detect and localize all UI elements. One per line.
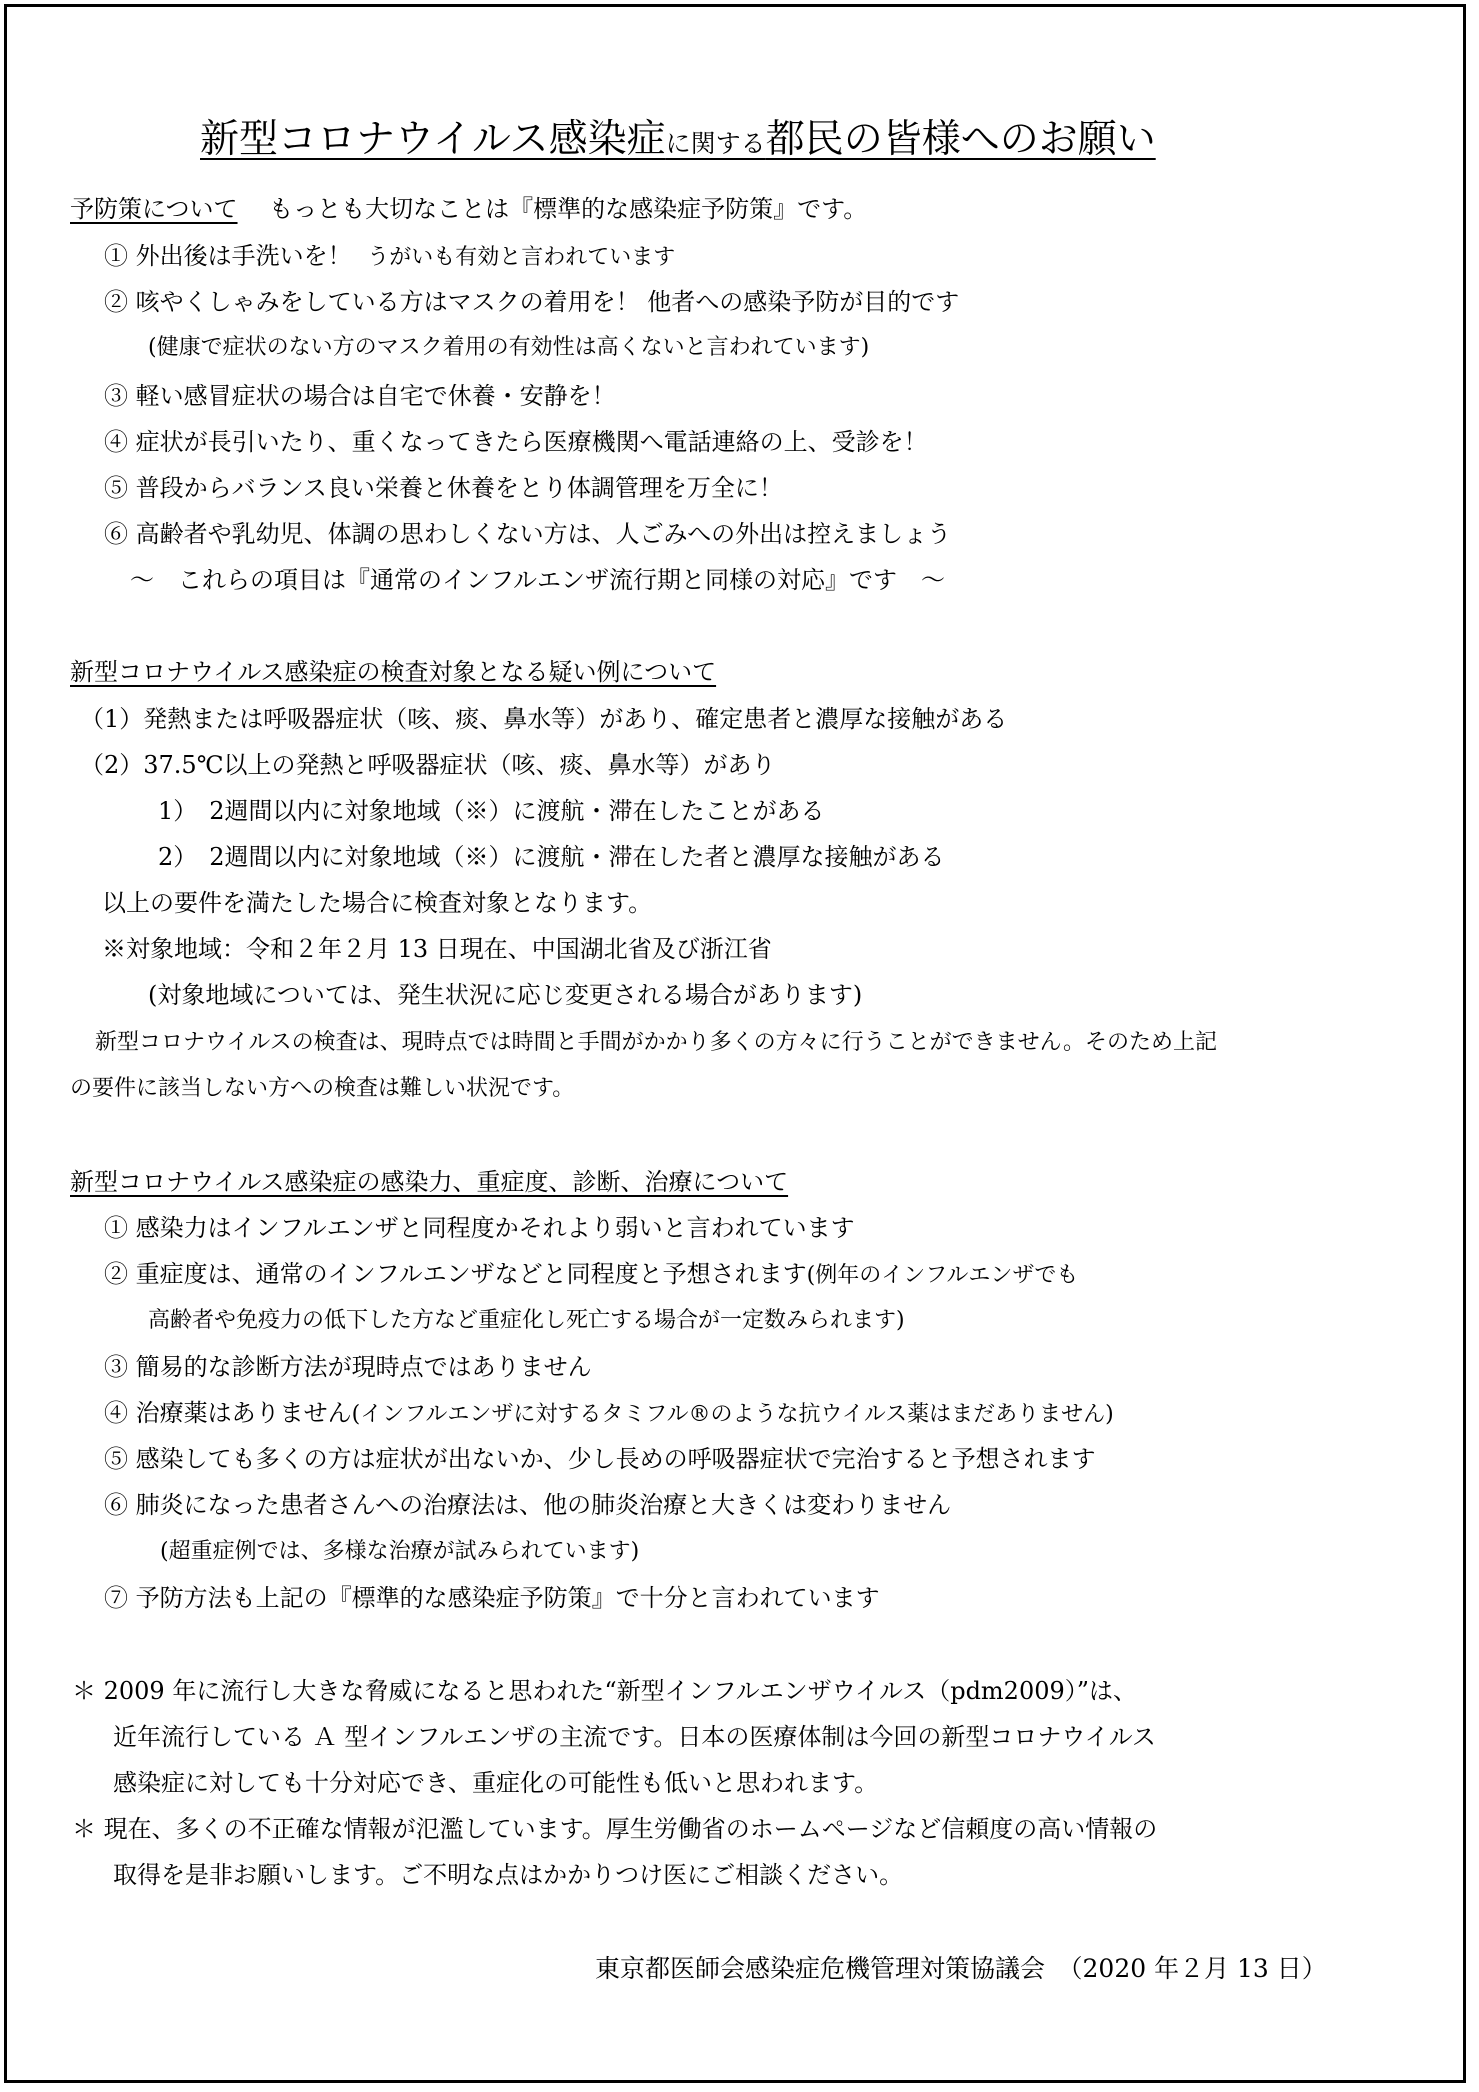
testing-sub-2: 2） 2週間以内に対象地域（※）に渡航・滞在した者と濃厚な接触がある (158, 843, 945, 871)
item-text: 高齢者や乳幼児、体調の思わしくない方は、人ごみへの外出は控えましょう (135, 520, 952, 548)
item-mark: ④ (104, 428, 128, 456)
about-item-1: ① 感染力はインフルエンザと同程度かそれより弱いと言われています (104, 1214, 855, 1242)
item-mark: ⑥ (104, 520, 128, 548)
testing-heading: 新型コロナウイルス感染症の検査対象となる疑い例について (70, 658, 717, 686)
about-item-2-continued: 高齢者や免疫力の低下した方など重症化し死亡する場合が一定数みられます) (148, 1308, 905, 1333)
testing-region-note: (対象地域については、発生状況に応じ変更される場合があります) (148, 981, 863, 1009)
about-item-4 (104, 1401, 1114, 1426)
about-item-6-note: (超重症例では、多様な治療が試みられています) (160, 1539, 640, 1564)
item-note: うがいも有効と言われています (367, 245, 676, 270)
prevention-item-4 (104, 430, 928, 454)
testing-requirement: 以上の要件を満たした場合に検査対象となります。 (102, 889, 653, 917)
title-part1: 新型コロナウイルス感染症 (200, 117, 666, 162)
prevention-closing: ～ これらの項目は『通常のインフルエンザ流行期と同様の対応』です ～ (130, 566, 946, 594)
prevention-item-2 (104, 290, 959, 314)
note-2-line1: ＊ 現在、多くの不正確な情報が氾濫しています。厚生労働省のホームページなど信頼度の高い情報の (72, 1815, 1158, 1843)
about-item-5: ⑤ 感染しても多くの方は症状が出ないか、少し長めの呼吸器症状で完治すると予想されます (104, 1445, 1096, 1473)
testing-paragraph-line2: の要件に該当しない方への検査は難しい状況です。 (70, 1076, 575, 1101)
prevention-item-1 (104, 244, 675, 269)
note-1-line3: 感染症に対しても十分対応でき、重症化の可能性も低いと思われます。 (113, 1769, 879, 1797)
title-part3: 都民の皆様へのお願い (765, 117, 1156, 162)
prevention-item-5 (104, 476, 783, 500)
about-item-4-note: (インフルエンザに対するタミフル®のような抗ウイルス薬はまだありません) (351, 1402, 1114, 1427)
prevention-item-3 (104, 384, 616, 408)
item-text: 症状が長引いたり、重くなってきたら医療機関へ電話連絡の上、受診を！ (135, 428, 928, 456)
prevention-lead: もっとも大切なことは『標準的な感染症予防策』です。 (269, 195, 868, 223)
item-text: 軽い感冒症状の場合は自宅で休養・安静を！ (135, 382, 616, 410)
item-mark: ① (104, 242, 128, 270)
about-item-7: ⑦ 予防方法も上記の『標準的な感染症予防策』で十分と言われています (104, 1584, 880, 1612)
testing-region: ※対象地域：令和２年２月 13 日現在、中国湖北省及び浙江省 (102, 935, 772, 963)
testing-paragraph-line1: 新型コロナウイルスの検査は、現時点では時間と手間がかかり多くの方々に行うことができません。そのため上記 (95, 1030, 1218, 1055)
about-item-3: ③ 簡易的な診断方法が現時点ではありません (104, 1353, 592, 1381)
testing-condition-2: （2）37.5℃以上の発熱と呼吸器症状（咳、痰、鼻水等）があり (80, 751, 776, 779)
item-mark: ② (104, 288, 128, 316)
item-text: 外出後は手洗いを！ (135, 242, 352, 270)
note-1-line2: 近年流行している Ａ 型インフルエンザの主流です。日本の医療体制は今回の新型コロナウイルス (113, 1723, 1156, 1751)
item-mark: ⑤ (104, 474, 128, 502)
prevention-heading: 予防策について (70, 195, 238, 223)
prevention-item-2-sub: (健康で症状のない方のマスク着用の有効性は高くないと言われています) (148, 335, 870, 360)
about-item-4-text: ④ 治療薬はありません (104, 1399, 352, 1427)
signature: 東京都医師会感染症危機管理対策協議会 （2020 年２月 13 日） (595, 1954, 1327, 1983)
item-mark: ③ (104, 382, 128, 410)
item-text: 普段からバランス良い栄養と休養をとり体調管理を万全に！ (135, 474, 783, 502)
note-2-line2: 取得を是非お願いします。ご不明な点はかかりつけ医にご相談ください。 (113, 1861, 904, 1889)
item-text: 咳やくしゃみをしている方はマスクの着用を！ 他者への感染予防が目的です (135, 288, 960, 316)
prevention-item-6 (104, 522, 951, 546)
document-title (200, 117, 1156, 162)
testing-condition-1: （1）発熱または呼吸器症状（咳、痰、鼻水等）があり、確定患者と濃厚な接触がある (80, 705, 1008, 733)
testing-sub-1: 1） 2週間以内に対象地域（※）に渡航・滞在したことがある (158, 797, 825, 825)
about-item-2-note: (例年のインフルエンザでも (806, 1263, 1079, 1288)
about-item-2 (104, 1262, 1078, 1287)
about-item-6: ⑥ 肺炎になった患者さんへの治療法は、他の肺炎治療と大きくは変わりません (104, 1491, 952, 1519)
prevention-heading-line (70, 197, 867, 221)
about-heading: 新型コロナウイルス感染症の感染力、重症度、診断、治療について (70, 1168, 789, 1196)
about-item-2-text: ② 重症度は、通常のインフルエンザなどと同程度と予想されます (104, 1260, 807, 1288)
title-part2: に関する (665, 129, 766, 158)
note-1-line1: ＊ 2009 年に流行し大きな脅威になると思われた“新型インフルエンザウイルス（pdm2009）”は、 (72, 1677, 1138, 1705)
